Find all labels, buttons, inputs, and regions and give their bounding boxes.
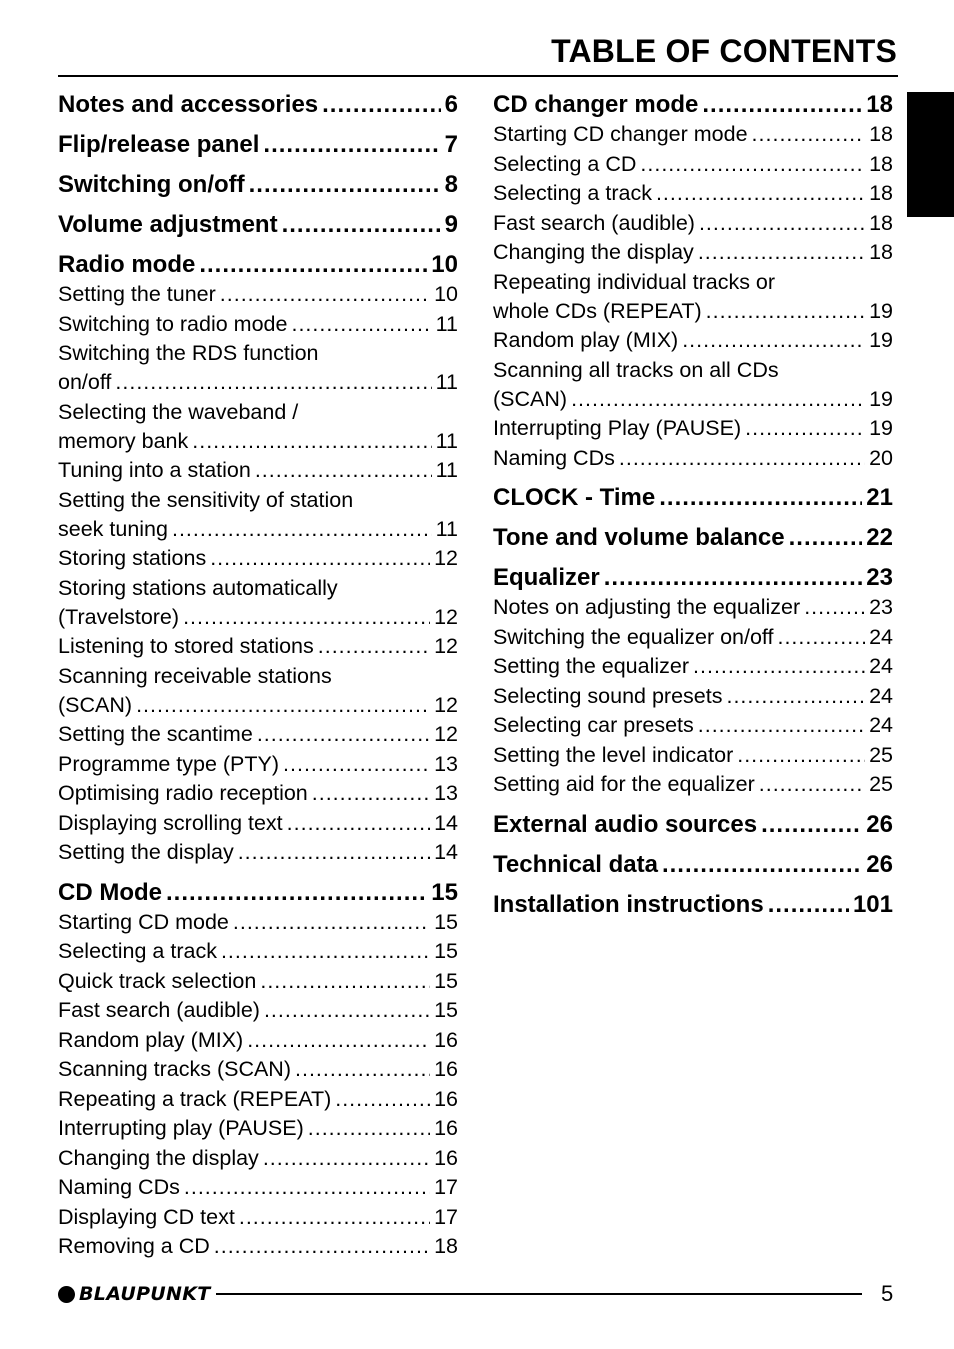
toc-page-number: 22 — [866, 524, 893, 551]
toc-subsection-entry[interactable] — [493, 326, 893, 356]
dot-leader — [238, 838, 430, 868]
toc-page-number: 11 — [435, 370, 458, 394]
toc-page-number: 20 — [869, 445, 893, 470]
toc-entry-label: Setting the tuner — [58, 282, 216, 306]
dot-leader — [283, 750, 430, 780]
dot-leader — [210, 544, 430, 574]
dot-leader — [604, 563, 863, 593]
toc-entry-label: CD Mode — [58, 878, 162, 906]
toc-page-number: 16 — [434, 1086, 458, 1111]
toc-entry-label: CLOCK - Time — [493, 484, 656, 511]
toc-page-number: 18 — [869, 122, 893, 146]
dot-leader — [199, 250, 427, 280]
toc-subsection-entry[interactable] — [58, 515, 458, 545]
toc-page-number: 18 — [869, 181, 893, 205]
toc-subsection-entry[interactable] — [493, 414, 893, 444]
toc-page-number: 13 — [434, 751, 458, 776]
toc-entry-label: Fast search (audible) — [493, 210, 695, 235]
toc-entry-label: (SCAN) — [58, 692, 133, 717]
dot-leader — [619, 444, 865, 474]
toc-page-number: 19 — [869, 298, 893, 323]
toc-page-number: 18 — [869, 240, 893, 264]
toc-page-number: 9 — [444, 211, 458, 238]
toc-entry-label: Displaying CD text — [58, 1204, 235, 1229]
toc-subsection-entry[interactable] — [58, 1055, 458, 1085]
toc-entry-label: (SCAN) — [493, 386, 568, 411]
toc-page-number: 15 — [434, 968, 458, 993]
toc-subsection-entry[interactable] — [493, 444, 893, 474]
dot-leader — [221, 937, 430, 967]
dot-leader — [255, 456, 432, 486]
toc-page-number: 26 — [866, 850, 893, 878]
toc-section-entry[interactable] — [58, 210, 458, 240]
toc-subsection-entry[interactable] — [493, 593, 893, 623]
dot-leader — [192, 427, 431, 457]
toc-page-number: 13 — [434, 781, 458, 805]
brand-logo — [58, 1283, 211, 1305]
dot-leader — [312, 779, 430, 809]
toc-subsection-entry[interactable] — [58, 1085, 458, 1115]
toc-section-entry[interactable] — [493, 850, 893, 880]
dot-leader — [233, 908, 430, 938]
title-divider — [58, 75, 898, 77]
dot-leader — [693, 652, 865, 682]
toc-subsection-entry[interactable] — [493, 623, 893, 653]
toc-subsection-entry[interactable] — [58, 809, 458, 839]
toc-page-number: 15 — [434, 939, 458, 963]
toc-page-number: 17 — [434, 1204, 458, 1229]
toc-subsection-entry[interactable] — [58, 1232, 458, 1262]
toc-subsection-entry[interactable] — [58, 310, 458, 340]
dot-leader — [702, 90, 862, 120]
toc-entry-line1: Switching the RDS function — [58, 341, 319, 365]
dot-leader — [264, 996, 430, 1026]
toc-subsection-entry[interactable] — [58, 280, 458, 310]
toc-entry-label: Setting the level indicator — [493, 742, 734, 767]
dot-leader — [640, 150, 865, 180]
toc-subsection-entry[interactable] — [493, 120, 893, 150]
toc-entry-label: Technical data — [493, 850, 658, 878]
toc-entry-line1: Setting the sensitivity of station — [58, 487, 354, 512]
toc-section-entry[interactable] — [493, 563, 893, 593]
toc-entry-label: Interrupting Play (PAUSE) — [493, 416, 742, 440]
dot-leader — [136, 691, 430, 721]
toc-entry-label: Selecting sound presets — [493, 683, 723, 708]
toc-page-number: 18 — [869, 210, 893, 235]
toc-entry-label: on/off — [58, 370, 112, 394]
toc-entry-label: CD changer mode — [493, 91, 699, 118]
dot-leader — [263, 130, 440, 160]
toc-entry-label: Removing a CD — [58, 1234, 210, 1258]
logo-dot-icon — [58, 1286, 75, 1303]
toc-section-entry[interactable] — [58, 130, 458, 160]
toc-page-number: 16 — [434, 1057, 458, 1081]
toc-subsection-entry[interactable] — [58, 1114, 458, 1144]
toc-subsection-entry[interactable] — [58, 1203, 458, 1233]
dot-leader — [789, 523, 863, 553]
toc-section-entry[interactable] — [493, 483, 893, 513]
toc-subsection-entry[interactable] — [58, 750, 458, 780]
toc-subsection-entry[interactable] — [493, 652, 893, 682]
toc-entry-label: Starting CD changer mode — [493, 122, 748, 146]
toc-page-number: 16 — [434, 1145, 458, 1170]
dot-leader — [183, 603, 430, 633]
toc-entry-label: (Travelstore) — [58, 604, 180, 629]
toc-subsection-entry[interactable] — [58, 908, 458, 938]
toc-entry-label: whole CDs (REPEAT) — [493, 298, 702, 323]
toc-page-number: 12 — [434, 722, 458, 746]
toc-entry-label: Volume adjustment — [58, 211, 278, 238]
toc-entry-label: Naming CDs — [493, 445, 615, 470]
dot-leader — [260, 967, 430, 997]
toc-left-column — [58, 85, 458, 1262]
dot-leader — [308, 1114, 430, 1144]
toc-entry-label: Starting CD mode — [58, 909, 229, 934]
footer-divider — [216, 1293, 862, 1295]
toc-page-number: 25 — [869, 742, 893, 767]
toc-section-entry[interactable] — [493, 890, 893, 920]
toc-entry-label: Setting aid for the equalizer — [493, 772, 755, 796]
toc-entry-label: Quick track selection — [58, 968, 257, 993]
toc-page-number: 12 — [434, 546, 458, 570]
toc-page-number: 19 — [869, 386, 893, 411]
toc-page-number: 24 — [869, 654, 893, 678]
dot-leader — [761, 810, 862, 840]
toc-entry-line1: Scanning receivable stations — [58, 663, 332, 688]
toc-entry-label: Setting the equalizer — [493, 654, 690, 678]
toc-entry-label: Repeating a track (REPEAT) — [58, 1086, 332, 1111]
dot-leader — [682, 326, 865, 356]
dot-leader — [263, 1144, 430, 1174]
toc-page-number: 101 — [852, 890, 893, 918]
toc-section-entry[interactable] — [493, 523, 893, 553]
toc-page-number: 15 — [434, 909, 458, 934]
dot-leader — [768, 890, 849, 920]
toc-section-entry[interactable] — [58, 878, 458, 908]
toc-entry-label: seek tuning — [58, 516, 168, 541]
toc-subsection-entry[interactable] — [493, 770, 893, 800]
toc-subsection-entry[interactable] — [58, 937, 458, 967]
toc-page-number: 12 — [434, 604, 458, 629]
toc-entry-label: Setting the scantime — [58, 722, 253, 746]
toc-page-number: 15 — [434, 998, 458, 1022]
toc-entry-label: Displaying scrolling text — [58, 810, 283, 835]
toc-subsection-entry[interactable] — [58, 368, 458, 398]
dot-leader — [698, 711, 865, 741]
toc-entry-line1: Scanning all tracks on all CDs — [493, 357, 779, 382]
toc-page-number: 25 — [869, 772, 893, 796]
toc-entry-line1: Repeating individual tracks or — [493, 269, 776, 294]
toc-subsection-entry[interactable] — [493, 150, 893, 180]
toc-entry-label: Storing stations — [58, 546, 207, 570]
toc-subsection-entry[interactable] — [58, 632, 458, 662]
toc-entry-label: Switching to radio mode — [58, 311, 288, 336]
toc-entry-label: Programme type (PTY) — [58, 751, 280, 776]
dot-leader — [322, 90, 441, 120]
toc-page-number: 19 — [869, 416, 893, 440]
toc-page-number: 8 — [444, 171, 458, 198]
toc-subsection-entry[interactable] — [58, 456, 458, 486]
toc-entry-label: External audio sources — [493, 810, 758, 838]
toc-entry-label: Optimising radio reception — [58, 781, 308, 805]
toc-subsection-entry[interactable] — [58, 544, 458, 574]
dot-leader — [214, 1232, 430, 1262]
dot-leader — [745, 414, 865, 444]
toc-entry-label: Notes on adjusting the equalizer — [493, 595, 801, 619]
toc-page-number: 26 — [866, 810, 893, 838]
dot-leader — [571, 385, 865, 415]
toc-subsection-entry[interactable] — [493, 209, 893, 239]
toc-entry-label: memory bank — [58, 428, 189, 453]
toc-entry-label: Listening to stored stations — [58, 634, 314, 658]
dot-leader — [698, 238, 865, 268]
toc-page-number: 12 — [434, 634, 458, 658]
toc-subsection-entry[interactable] — [58, 720, 458, 750]
toc-section-entry[interactable] — [58, 90, 458, 120]
toc-entry-label: Switching on/off — [58, 171, 245, 198]
toc-subsection-entry[interactable] — [493, 297, 893, 327]
toc-entry-label: Tuning into a station — [58, 458, 251, 482]
toc-entry-label: Interrupting play (PAUSE) — [58, 1116, 304, 1140]
toc-page-number: 6 — [444, 91, 458, 118]
toc-entry-label: Flip/release panel — [58, 131, 260, 158]
toc-page-number: 24 — [869, 713, 893, 737]
toc-page-number: 16 — [434, 1116, 458, 1140]
dot-leader — [759, 770, 865, 800]
dot-leader — [656, 179, 865, 209]
toc-subsection-entry[interactable] — [58, 691, 458, 721]
toc-entry-label: Selecting a CD — [493, 151, 637, 176]
toc-subsection-entry[interactable] — [58, 1144, 458, 1174]
toc-page-number: 11 — [435, 428, 458, 453]
toc-page-number: 18 — [434, 1234, 458, 1258]
toc-page-number: 14 — [434, 810, 458, 835]
dot-leader — [752, 120, 866, 150]
toc-entry-label: Equalizer — [493, 564, 600, 591]
toc-subsection-entry[interactable] — [58, 1173, 458, 1203]
toc-page-number: 24 — [869, 683, 893, 708]
dot-leader — [239, 1203, 430, 1233]
toc-entry-label: Installation instructions — [493, 890, 764, 918]
toc-entry-label: Changing the display — [58, 1145, 259, 1170]
dot-leader — [291, 310, 431, 340]
dot-leader — [257, 720, 430, 750]
toc-entry-line1: Selecting the waveband / — [58, 399, 299, 424]
toc-entry-label: Tone and volume balance — [493, 524, 785, 551]
toc-subsection-entry[interactable] — [58, 996, 458, 1026]
toc-subsection-entry[interactable] — [58, 603, 458, 633]
toc-page-number: 15 — [431, 878, 458, 906]
toc-entry-label: Random play (MIX) — [58, 1027, 244, 1052]
toc-subsection-entry[interactable] — [493, 741, 893, 771]
dot-leader — [172, 515, 432, 545]
dot-leader — [699, 209, 865, 239]
toc-entry-label: Naming CDs — [58, 1175, 180, 1199]
toc-page-number: 10 — [434, 282, 458, 306]
brand-name: BLAUPUNKT — [79, 1283, 211, 1305]
toc-page-number: 11 — [435, 516, 458, 541]
dot-leader — [247, 1026, 430, 1056]
toc-subsection-entry[interactable] — [493, 385, 893, 415]
toc-page-number: 12 — [434, 692, 458, 717]
dot-leader — [249, 170, 441, 200]
toc-subsection-entry[interactable] — [493, 682, 893, 712]
dot-leader — [706, 297, 865, 327]
toc-page-number: 17 — [434, 1175, 458, 1199]
toc-section-entry[interactable] — [493, 810, 893, 840]
toc-page-number: 11 — [435, 311, 458, 336]
page-title: TABLE OF CONTENTS — [551, 33, 897, 69]
dot-leader — [295, 1055, 430, 1085]
toc-entry-label: Radio mode — [58, 251, 196, 278]
dot-leader — [777, 623, 865, 653]
dot-leader — [220, 280, 430, 310]
toc-subsection-entry[interactable] — [58, 838, 458, 868]
toc-entry-label: Changing the display — [493, 240, 694, 264]
toc-page-number: 10 — [431, 251, 458, 278]
toc-subsection-entry[interactable] — [58, 779, 458, 809]
toc-subsection-entry[interactable] — [58, 967, 458, 997]
dot-leader — [804, 593, 865, 623]
page-number: 5 — [881, 1281, 894, 1306]
dot-leader — [662, 850, 862, 880]
toc-entry-label: Fast search (audible) — [58, 998, 260, 1022]
toc-page-number: 14 — [434, 840, 458, 864]
dot-leader — [659, 483, 862, 513]
toc-page-number: 18 — [869, 151, 893, 176]
toc-entry-label: Switching the equalizer on/off — [493, 624, 774, 649]
toc-entry-label: Random play (MIX) — [493, 328, 679, 352]
toc-subsection-entry[interactable] — [58, 427, 458, 457]
toc-page-number: 11 — [435, 458, 458, 482]
toc-entry-label: Scanning tracks (SCAN) — [58, 1057, 291, 1081]
toc-page-number: 23 — [869, 595, 893, 619]
toc-page-number: 23 — [866, 564, 893, 591]
toc-page-number: 21 — [866, 484, 893, 511]
toc-entry-label: Setting the display — [58, 840, 234, 864]
toc-subsection-entry[interactable] — [493, 238, 893, 268]
toc-page-number: 18 — [866, 91, 893, 118]
toc-subsection-entry[interactable] — [493, 179, 893, 209]
dot-leader — [335, 1085, 430, 1115]
dot-leader — [726, 682, 865, 712]
toc-section-entry[interactable] — [58, 250, 458, 280]
toc-subsection-entry[interactable] — [493, 711, 893, 741]
dot-leader — [166, 878, 427, 908]
dot-leader — [115, 368, 431, 398]
toc-page-number: 24 — [869, 624, 893, 649]
toc-entry-label: Selecting a track — [493, 181, 652, 205]
toc-page-number: 19 — [869, 328, 893, 352]
dot-leader — [737, 741, 865, 771]
dot-leader — [184, 1173, 430, 1203]
toc-subsection-entry[interactable] — [58, 1026, 458, 1056]
toc-section-entry[interactable] — [493, 90, 893, 120]
section-tab-marker — [907, 92, 954, 217]
toc-entry-label: Selecting a track — [58, 939, 217, 963]
toc-right-column — [493, 85, 893, 920]
toc-entry-label: Selecting car presets — [493, 713, 694, 737]
dot-leader — [282, 210, 441, 240]
dot-leader — [287, 809, 430, 839]
toc-page-number: 7 — [444, 131, 458, 158]
toc-page-number: 16 — [434, 1027, 458, 1052]
toc-entry-line1: Storing stations automatically — [58, 575, 338, 600]
dot-leader — [318, 632, 430, 662]
toc-section-entry[interactable] — [58, 170, 458, 200]
toc-entry-label: Notes and accessories — [58, 91, 319, 118]
